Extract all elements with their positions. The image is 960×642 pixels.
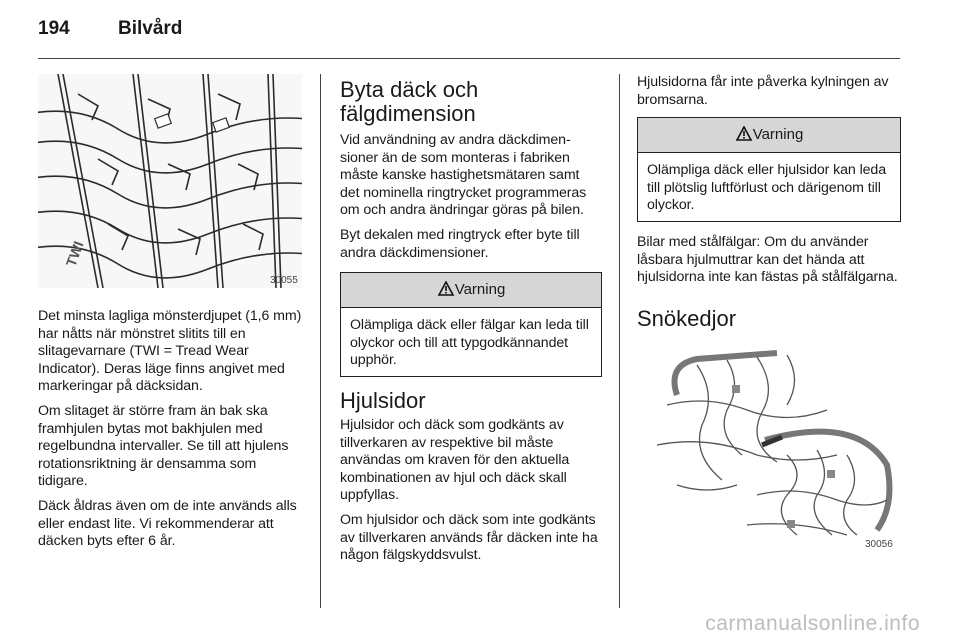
warning-text: Olämpliga däck eller hjulsidor kan leda till plötslig luftförlust och därigenom till olyckor. bbox=[647, 162, 886, 214]
warning-label: Varning bbox=[454, 281, 506, 299]
figure-id: 30055 bbox=[270, 275, 298, 286]
warning-box bbox=[637, 117, 901, 222]
twi-label: TWI bbox=[62, 239, 87, 269]
page-number: 194 bbox=[38, 18, 70, 39]
paragraph: Det minsta lagliga mönsterdjupet (1,6 mm) har nåtts när mönstret slitits till en slitagevarnare (TWI = Tread Wear Indicator). Deras läge finns angivet med markeringar på däcksidan. bbox=[38, 308, 302, 395]
paragraph: Däck åldras även om de inte används alls eller endast lite. Vi rekommenderar att däcken byts efter 6 år. bbox=[38, 497, 297, 550]
column-1 bbox=[38, 74, 302, 558]
heading-snokedjor: Snökedjor bbox=[637, 305, 737, 331]
warning-label: Varning bbox=[752, 126, 804, 144]
paragraph: Hjulsidor och däck som godkänts av tillverkaren av respektive bil måste användas om kraven för den aktuella kombinationen av hjul och däck skall uppfyllas. bbox=[340, 416, 570, 504]
header-rule bbox=[38, 58, 900, 59]
heading-hjulsidor: Hjulsidor bbox=[340, 387, 426, 413]
snow-chains-figure bbox=[637, 345, 901, 553]
warning-header bbox=[341, 273, 601, 308]
figure-id: 30056 bbox=[865, 538, 893, 550]
warning-box bbox=[340, 272, 602, 377]
snow-chains-illustration bbox=[637, 345, 901, 553]
section-title: Bilvård bbox=[118, 18, 183, 39]
column-divider bbox=[619, 74, 620, 608]
paragraph: Bilar med stålfälgar: Om du använder låsbara hjulmuttrar kan det hända att hjulsidorna inte kan fästas på stålfälgarna. bbox=[637, 233, 898, 286]
tire-tread-illustration bbox=[38, 74, 302, 288]
heading-byta-dack: Byta däck och fälgdimension bbox=[340, 77, 479, 126]
paragraph: Om hjulsidor och däck som inte godkänts av tillverkaren används får däcken inte ha någon fälgskyddsvulst. bbox=[340, 511, 598, 564]
tire-tread-figure bbox=[38, 74, 302, 288]
watermark: carmanualsonline.info bbox=[705, 612, 920, 635]
paragraph: Vid användning av andra däckdimensioner än de som monteras i fabriken måste kanske hastighetsmätaren samt det nominella ringtrycket programmeras om och andra ändringar göras på bilen. bbox=[340, 132, 587, 219]
warning-triangle-icon bbox=[735, 126, 753, 141]
paragraph: Om slitaget är större fram än bak ska framhjulen bytas mot bakhjulen med regelbundna intervaller. Se till att hjulens rotationsriktning är densamma som tidigare. bbox=[38, 402, 289, 490]
column-2 bbox=[340, 74, 602, 572]
paragraph: Byt dekalen med ringtryck efter byte till andra däckdimensioner. bbox=[340, 226, 580, 261]
warning-triangle-icon bbox=[437, 281, 455, 296]
warning-header bbox=[638, 118, 900, 153]
paragraph: Hjulsidorna får inte påverka kylningen av bromsarna. bbox=[637, 74, 889, 108]
warning-text: Olämpliga däck eller fälgar kan leda till olyckor och till att typgodkännandet upphör. bbox=[350, 317, 589, 369]
column-3 bbox=[637, 74, 901, 553]
column-divider bbox=[320, 74, 321, 608]
